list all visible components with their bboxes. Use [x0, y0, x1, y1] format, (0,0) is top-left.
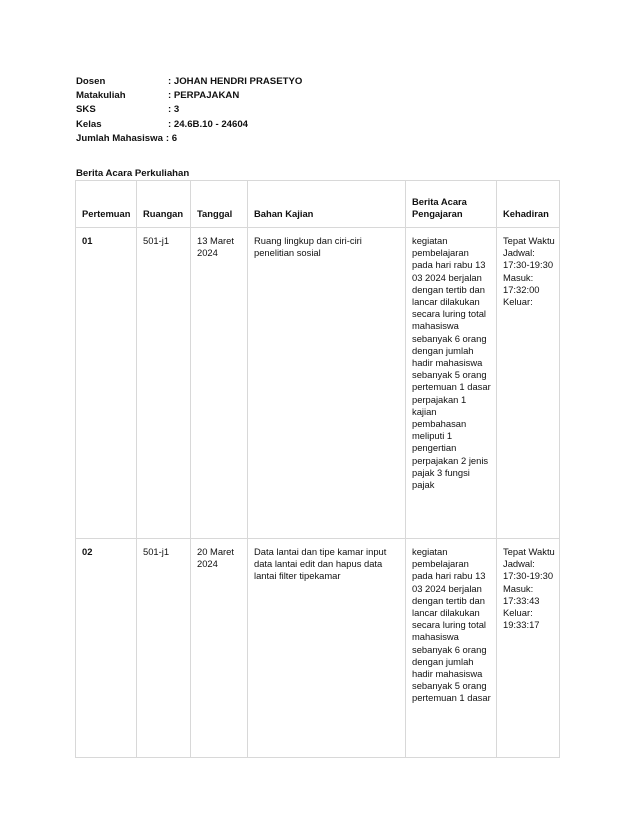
header-pertemuan: Pertemuan [76, 181, 137, 228]
cell-pertemuan: 02 [76, 539, 137, 758]
kelas-label: Kelas [76, 118, 102, 130]
jumlah-label: Jumlah Mahasiswa [76, 132, 163, 144]
cell-bahan-kajian: Ruang lingkup dan ciri-ciri penelitian sosial [248, 228, 406, 539]
sks-label: SKS [76, 104, 96, 116]
info-row-kelas [76, 118, 302, 132]
cell-kehadiran: Tepat Waktu Jadwal: 17:30-19:30 Masuk: 17:32:00 Keluar: [497, 228, 560, 539]
section-title: Berita Acara Perkuliahan [76, 168, 190, 179]
matakuliah-label: Matakuliah [76, 90, 126, 102]
info-row-matakuliah [76, 89, 302, 103]
cell-berita-acara: kegiatan pembelajaran pada hari rabu 13 03 2024 berjalan dengan tertib dan lancar dilakukan secara luring total mahasiswa sebanyak 6 orang dengan jumlah hadir mahasiswa sebanyak 5 orang pertemuan 1 dasar perpajakan 1 kajian pembahasan meliputi 1 pengertian perpajakan 2 jenis pajak 3 fungsi pajak [406, 228, 497, 539]
header-tanggal: Tanggal [191, 181, 248, 228]
cell-ruangan: 501-j1 [137, 539, 191, 758]
kelas-value: : 24.6B.10 - 24604 [168, 118, 249, 130]
cell-ruangan: 501-j1 [137, 228, 191, 539]
header-kehadiran: Kehadiran [497, 181, 560, 228]
matakuliah-value: : PERPAJAKAN [168, 90, 240, 102]
dosen-label: Dosen [76, 76, 106, 87]
cell-tanggal: 20 Maret 2024 [191, 539, 248, 758]
info-row-sks [76, 103, 302, 117]
header-berita-acara: Berita Acara Pengajaran [406, 181, 497, 228]
cell-berita-acara: kegiatan pembelajaran pada hari rabu 13 03 2024 berjalan dengan tertib dan lancar dilakukan secara luring total mahasiswa sebanyak 6 orang dengan jumlah hadir mahasiswa sebanyak 5 orang pertemuan 1 dasar [406, 539, 497, 758]
info-row-dosen [76, 75, 302, 89]
header-ruangan: Ruangan [137, 181, 191, 228]
cell-kehadiran: Tepat Waktu Jadwal: 17:30-19:30 Masuk: 17:33:43 Keluar: 19:33:17 [497, 539, 560, 758]
info-row-jumlah [76, 132, 302, 146]
header-bahan-kajian: Bahan Kajian [248, 181, 406, 228]
berita-acara-table [75, 180, 560, 758]
dosen-value: : JOHAN HENDRI PRASETYO [168, 76, 303, 87]
sks-value: : 3 [168, 104, 180, 116]
cell-tanggal: 13 Maret 2024 [191, 228, 248, 539]
course-info [76, 75, 302, 146]
table-header-row [76, 181, 560, 228]
cell-bahan-kajian: Data lantai dan tipe kamar input data lantai edit dan hapus data lantai filter tipekamar [248, 539, 406, 758]
table-row [76, 539, 560, 758]
table-row [76, 228, 560, 539]
cell-pertemuan: 01 [76, 228, 137, 539]
jumlah-value: : 6 [165, 132, 178, 144]
